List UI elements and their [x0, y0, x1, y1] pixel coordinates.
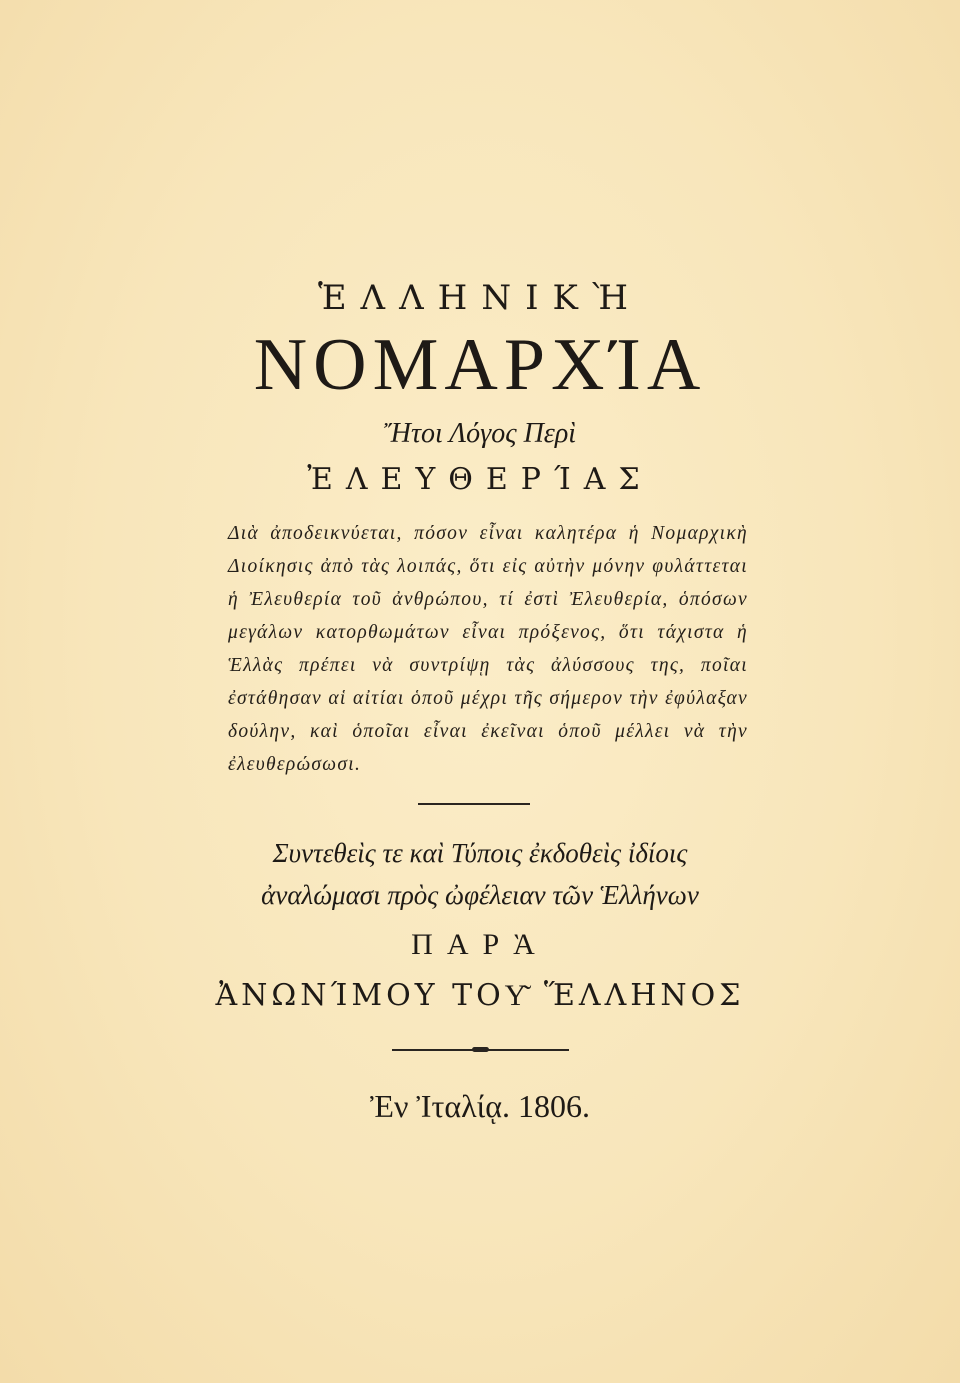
author-line: ἈΝΩΝΊΜΟΥ ΤΟΥ͂ ἝΛΛΗΝΟΣ [215, 978, 745, 1013]
para-heading: ΠΑΡᾺ [411, 928, 549, 961]
imprint-line-1: Συντεθεὶς τε καὶ Τύποις ἐκδοθεὶς ἰδίοις [272, 838, 688, 868]
place-date-line [0, 1088, 960, 1125]
kicker-heading: ἙΛΛΗΝΙΚῊ [317, 278, 643, 318]
divider-ornament [392, 1048, 569, 1052]
description-paragraph: Διὰ ἀποδεικνύεται, πόσον εἶναι καλητέρα ἡ Νομαρχικὴ Διοίκησις ἀπὸ τὰς λοιπάς, ὅτι εἰς αὐτὴν μόνην φυλάττεται ἡ Ἐλευθερία τοῦ ἀνθρώπου, τί ἐστὶ Ἐλευθερία, ὁπόσων μεγάλων κατορθωμάτων εἶναι πρόξενος, ὅτι τάχιστα ἡ Ἑλλὰς πρέπει νὰ συντρίψῃ τὰς ἀλύσσους της, ποῖαι ἐστάθησαν αἱ αἰτίαι ὁποῦ μέχρι τῆς σήμερον τὴν ἐφύλαξαν δούλην, καὶ ὁποῖαι εἶναι ἐκεῖναι ὁποῦ μέλλει νὰ τὴν ἐλευθερώσωσι. [228, 523, 748, 775]
subtitle: Ἤτοι Λόγος Περὶ [383, 418, 577, 449]
divider-short [418, 803, 530, 805]
publication-year: 1806. [517, 1088, 590, 1124]
divider-ornament-center [472, 1047, 489, 1052]
topic-heading: ἘΛΕΥΘΕΡΊΑΣ [307, 462, 653, 497]
publication-place: Ἐν Ἰταλίᾳ. [370, 1088, 510, 1124]
imprint-line-2: ἀναλώμασι πρὸς ὠφέλειαν τῶν Ἑλλήνων [261, 880, 699, 910]
main-title: ΝΟΜΑΡΧΊΑ [253, 324, 707, 406]
